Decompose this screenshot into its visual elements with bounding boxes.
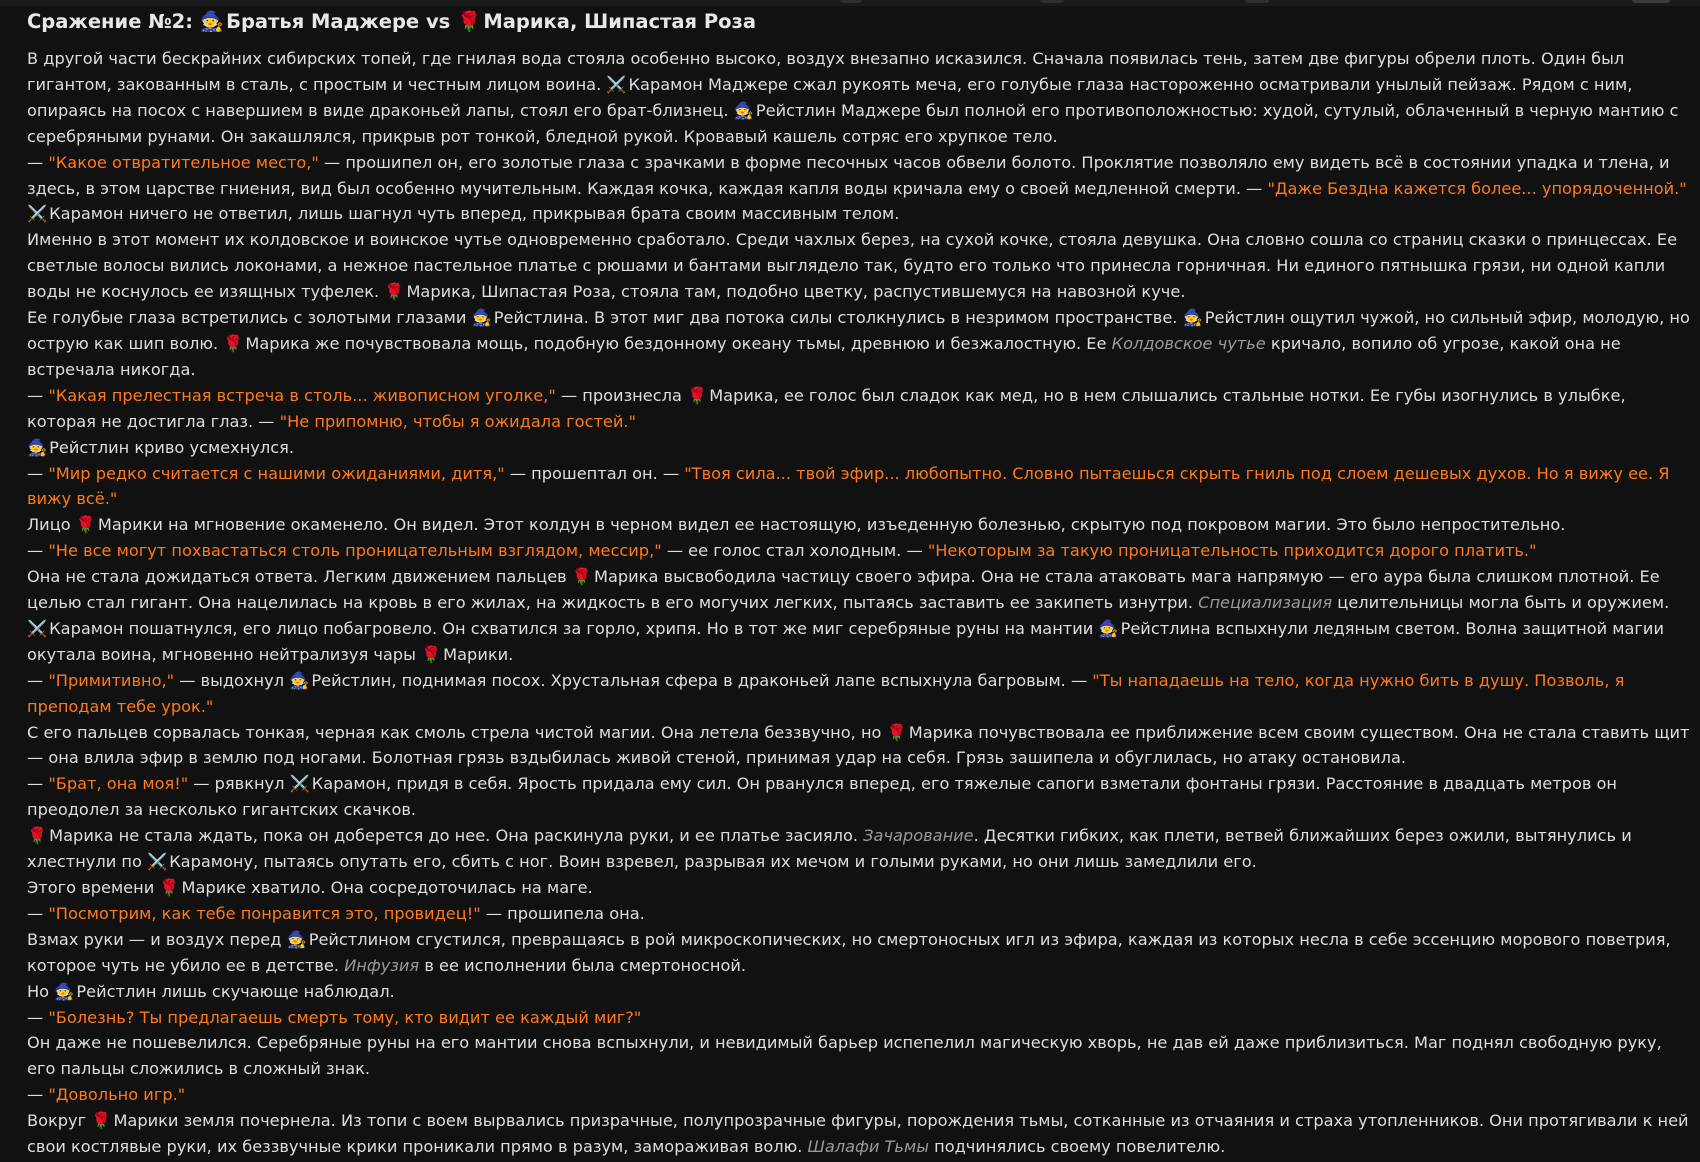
wizard-icon: 🧙 — [54, 981, 75, 1001]
dialogue-quote: "Какое отвратительное место," — [48, 152, 319, 172]
wizard-icon: 🧙 — [27, 437, 48, 457]
narration-text: Рейстлин, поднимая посох. Хрустальная сфера в драконьей лапе вспыхнула багровым. — — [311, 670, 1093, 690]
narration-text: Но — [27, 981, 55, 1001]
story-paragraph — [27, 201, 1693, 227]
wizard-icon: 🧙 — [1098, 618, 1119, 638]
narration-text: Рейстлин Маджере был полной его противоположностью: худой, сутулый, облаченный в черную мантию с серебряными рунами. Он закашлялся, прикрыв рот тонкой, бледной рукой. Кровавый кашель сотряс его хрупкое тело. — [27, 100, 1679, 146]
narration-text: Этого времени — [27, 878, 160, 897]
rose-icon: 🌹 — [27, 826, 48, 846]
narration-text: Он даже не пошевелился. Серебряные руны на его мантии снова вспыхнули, и невидимый барьер испепелил магическую хворь, не дав ей даже приблизиться. Маг поднял свободную руку, его пальцы сложились в сложный знак. — [27, 1033, 1662, 1079]
narration-text: — — [27, 385, 49, 405]
dialogue-quote: "Мир редко считается с нашими ожиданиями, дитя," — [48, 463, 505, 483]
narration-text: Рейстлин ощутил чужой, но сильный эфир, молодую, но острую как шип волю. — [27, 308, 1690, 353]
dialogue-quote: "Какая прелестная встреча в столь... живописном уголке," — [48, 385, 556, 405]
rose-icon: 🌹 — [159, 878, 180, 897]
narration-text: Взмах руки — и воздух перед — [27, 929, 287, 949]
narration-text: Марики земля почернела. Из топи с воем вырвались призрачные, полупрозрачные фигуры, порождения тьмы, сотканные из отчаяния и страха утопленников. Они протягивали к ней свои костлявые руки, их беззвучные крики проникали прямо в разум, замораживая волю. — [27, 1111, 1689, 1157]
story-paragraph — [27, 875, 1693, 901]
narration-text: Карамон ничего не ответил, лишь шагнул чуть вперед, прикрывая брата своим массивным телом. — [49, 204, 900, 224]
toolbar-icon[interactable] — [1632, 0, 1670, 3]
story-paragraph — [27, 512, 1693, 538]
rose-icon: 🌹 — [91, 1111, 112, 1131]
narration-text: Карамон, придя в себя. Ярость придала ему сил. Он рванулся вперед, его тяжелые сапоги взметали фонтаны грязи. Расстояние в двадцать метров он преодолел за несколько гигантских скачков. — [27, 774, 1618, 820]
crossed-swords-icon: ⚔️ — [147, 852, 168, 872]
team1-name: Братья Маджере — [226, 10, 420, 33]
dialogue-quote: "Даже Бездна кажется более... упорядоченной." — [1267, 178, 1687, 198]
crossed-swords-icon: ⚔️ — [606, 74, 627, 94]
vs-label: vs — [419, 10, 458, 33]
story-paragraph — [27, 46, 1693, 150]
skill-name: Шалафи Тьмы — [807, 1137, 929, 1157]
narration-text: — — [27, 670, 49, 690]
story-paragraph — [27, 720, 1693, 772]
narration-text: Она не стала дожидаться ответа. Легким движением пальцев — [27, 567, 572, 587]
dialogue-quote: "Не припомню, чтобы я ожидала гостей." — [279, 411, 636, 431]
rose-icon: 🌹 — [571, 567, 592, 587]
skill-name: Зачарование — [863, 826, 974, 846]
story-paragraph — [27, 771, 1693, 823]
rose-icon: 🌹 — [457, 10, 482, 33]
narration-text: Рейстлина вспыхнули ледяным светом. Волна защитной магии окутала воина, мгновенно нейтрализуя чары — [27, 618, 1664, 664]
story-paragraph — [27, 227, 1693, 305]
wizard-icon: 🧙 — [199, 10, 225, 33]
wizard-icon: 🧙 — [289, 670, 310, 690]
story-paragraph — [27, 979, 1693, 1005]
narration-text: — — [27, 463, 49, 483]
narration-text: Ее голубые глаза встретились с золотыми глазами — [27, 308, 472, 328]
story-paragraph — [27, 1005, 1693, 1031]
battle-article — [27, 8, 1693, 1160]
narration-text: — выдохнул — [174, 670, 290, 690]
narration-text: Марики на мгновение окаменело. Он видел. Этот колдун в черном видел ее настоящую, изъеденную болезнью, скрытую под покровом магии. Это было непростительно. — [97, 515, 1566, 535]
narration-text: — — [27, 1085, 49, 1105]
narration-text: Марика же почувствовала мощь, подобную бездонному океану тьмы, древнюю и безжалостную. Ее — [245, 333, 1112, 353]
narration-text: Марика не стала ждать, пока он доберется до нее. Она раскинула руки, и ее платье засияло. — [49, 826, 864, 846]
rose-icon: 🌹 — [223, 333, 244, 353]
story-body — [27, 46, 1693, 1160]
story-paragraph — [27, 927, 1693, 979]
wizard-icon: 🧙 — [286, 929, 307, 949]
narration-text: . Десятки гибких, как плети, ветвей ближайших берез ожили, вытянулись и хлестнули по — [27, 826, 1632, 872]
rose-icon: 🌹 — [421, 644, 442, 664]
dialogue-quote: "Брат, она моя!" — [48, 774, 189, 794]
crossed-swords-icon: ⚔️ — [289, 774, 310, 794]
narration-text: — — [27, 903, 49, 923]
story-paragraph — [27, 1108, 1693, 1160]
narration-text: — прошипела она. — [480, 903, 645, 923]
skill-name: Колдовское чутье — [1111, 333, 1266, 353]
narration-text: Рейстлина. В этот миг два потока силы столкнулись в незримом пространстве. — [493, 308, 1183, 328]
skill-name: Инфузия — [344, 955, 420, 975]
story-paragraph — [27, 616, 1693, 668]
dialogue-quote: "Твоя сила... твой эфир... любопытно. Словно пытаешься скрыть гниль под слоем дешевых духов. Но я вижу ее. Я вижу всё." — [27, 463, 1670, 509]
story-paragraph — [27, 383, 1693, 435]
narration-text: — — [27, 774, 49, 794]
toolbar-icon[interactable] — [1040, 0, 1064, 3]
narration-text: — — [27, 152, 49, 172]
battle-title — [27, 8, 1693, 36]
rose-icon: 🌹 — [687, 385, 708, 405]
title-prefix: Сражение №2: — [27, 10, 200, 33]
wizard-icon: 🧙 — [1182, 308, 1203, 328]
dialogue-quote: "Посмотрим, как тебе понравится это, провидец!" — [48, 903, 481, 923]
narration-text: Рейстлин лишь скучающе наблюдал. — [76, 981, 395, 1001]
narration-text: подчинялись своему повелителю. — [928, 1137, 1226, 1157]
narration-text: — прошипел он, его золотые глаза с зрачками в форме песочных часов обвели болото. Проклятие позволяло ему видеть всё в состоянии упадка и тлена, и здесь, в этом царстве гниения, вид был особенно мучительным. Каждая кочка, каждая капля воды кричала ему о своей медленной смерти. — — [27, 152, 1670, 198]
crossed-swords-icon: ⚔️ — [27, 618, 48, 638]
dialogue-quote: "Некоторым за такую проницательность приходится дорого платить." — [927, 541, 1537, 561]
narration-text: Именно в этот момент их колдовское и воинское чутье одновременно сработало. Среди чахлых берез, на сухой кочке, стояла девушка. Она словно сошла со страниц сказки о принцессах. Ее светлые волосы вились локонами, а нежное пастельное платье с рюшами и бантами выглядело так, будто его только что принесла горничная. Ни единого пятнышка грязи, ни одной капли воды не коснулось ее изящных туфелек. — [27, 230, 1678, 302]
top-toolbar — [0, 0, 1700, 6]
wizard-icon: 🧙 — [733, 100, 754, 120]
crossed-swords-icon: ⚔️ — [27, 204, 48, 224]
narration-text: в ее исполнении была смертоносной. — [419, 955, 747, 975]
rose-icon: 🌹 — [384, 282, 405, 302]
story-paragraph — [27, 564, 1693, 616]
narration-text: Марика, ее голос был сладок как мед, но в нем слышались стальные нотки. Ее губы изогнулись в улыбке, которая не достигла глаз. — — [27, 385, 1626, 431]
narration-text: — рявкнул — [188, 774, 290, 794]
narration-text: Рейстлином сгустился, превращаясь в рой микроскопических, но смертоносных игл из эфира, каждая из которых несла в себе эссенцию морового поветрия, которое чуть не убило ее в детстве. — [27, 929, 1671, 975]
narration-text: Марики. — [443, 644, 514, 664]
narration-text: Карамон Маджере сжал рукоять меча, его голубые глаза настороженно осматривали унылый пейзаж. Рядом с ним, опираясь на посох с навершием в виде драконьей лапы, стоял его брат-близнец. — [27, 74, 1633, 120]
narration-text: — — [27, 541, 49, 561]
story-paragraph — [27, 305, 1693, 383]
story-paragraph — [27, 1030, 1693, 1082]
story-paragraph — [27, 823, 1693, 875]
narration-text: Марика, Шипастая Роза, стояла там, подобно цветку, распустившемуся на навозной куче. — [406, 282, 1186, 302]
narration-text: Марика почувствовала ее приближение всем своим существом. Она не стала ставить щит — она влила эфир в землю под ногами. Болотная грязь вздыбилась живой стеной, принимая удар на себя. Грязь зашипела и обуглилась, но атаку остановила. — [27, 722, 1690, 768]
narration-text: С его пальцев сорвалась тонкая, черная как смоль стрела чистой магии. Она летела беззвучно, но — [27, 722, 887, 742]
narration-text: целительницы могла быть и оружием. — [1332, 593, 1670, 613]
team2-name: Марика, Шипастая Роза — [483, 10, 757, 33]
rose-icon: 🌹 — [886, 722, 907, 742]
narration-text: — ее голос стал холодным. — — [661, 541, 928, 561]
story-paragraph — [27, 435, 1693, 461]
narration-text: — — [27, 1007, 49, 1027]
narration-text: Марике хватило. Она сосредоточилась на маге. — [181, 878, 593, 897]
story-paragraph — [27, 668, 1693, 720]
narration-text: Карамон пошатнулся, его лицо побагровело. Он схватился за горло, хрипя. Но в тот же миг серебряные руны на мантии — [49, 618, 1099, 638]
narration-text: Марика высвободила частицу своего эфира. Она не стала атаковать мага напрямую — его аура была слишком плотной. Ее целью стал гигант. Она нацелилась на кровь в его жилах, на жидкость в его могучих легких, пытаясь заставить ее закипеть изнутри. — [27, 567, 1660, 613]
dialogue-quote: "Примитивно," — [48, 670, 175, 690]
story-paragraph — [27, 150, 1693, 202]
story-paragraph — [27, 901, 1693, 927]
dialogue-quote: "Ты нападаешь на тело, когда нужно бить в душу. Позволь, я преподам тебе урок." — [27, 670, 1625, 716]
story-paragraph — [27, 1082, 1693, 1108]
skill-name: Специализация — [1198, 593, 1333, 613]
dialogue-quote: "Болезнь? Ты предлагаешь смерть тому, кто видит ее каждый миг?" — [48, 1007, 642, 1027]
toolbar-icon[interactable] — [840, 0, 862, 3]
story-paragraph — [27, 538, 1693, 564]
narration-text: — прошептал он. — — [504, 463, 685, 483]
narration-text: кричало, вопило об угрозе, какой она не встречала никогда. — [27, 333, 1621, 379]
narration-text: Лицо — [27, 515, 76, 535]
narration-text: — произнесла — [555, 385, 688, 405]
narration-text: В другой части бескрайних сибирских топей, где гнилая вода стояла особенно высоко, воздух внезапно исказился. Сначала появилась тень, затем две фигуры обрели плоть. Один был гигантом, закованным в сталь, с простым и честным лицом воина. — [27, 49, 1625, 94]
rose-icon: 🌹 — [75, 515, 96, 535]
dialogue-quote: "Не все могут похвастаться столь проницательным взглядом, мессир," — [48, 541, 662, 561]
narration-text: Вокруг — [27, 1111, 92, 1131]
story-paragraph — [27, 461, 1693, 513]
toolbar-icon[interactable] — [1245, 0, 1269, 3]
narration-text: Карамону, пытаясь опутать его, сбить с ног. Воин взревел, разрывая их мечом и голыми руками, но они лишь замедлили его. — [169, 852, 1257, 872]
dialogue-quote: "Довольно игр." — [48, 1085, 186, 1105]
wizard-icon: 🧙 — [471, 308, 492, 328]
narration-text: Рейстлин криво усмехнулся. — [49, 437, 295, 457]
